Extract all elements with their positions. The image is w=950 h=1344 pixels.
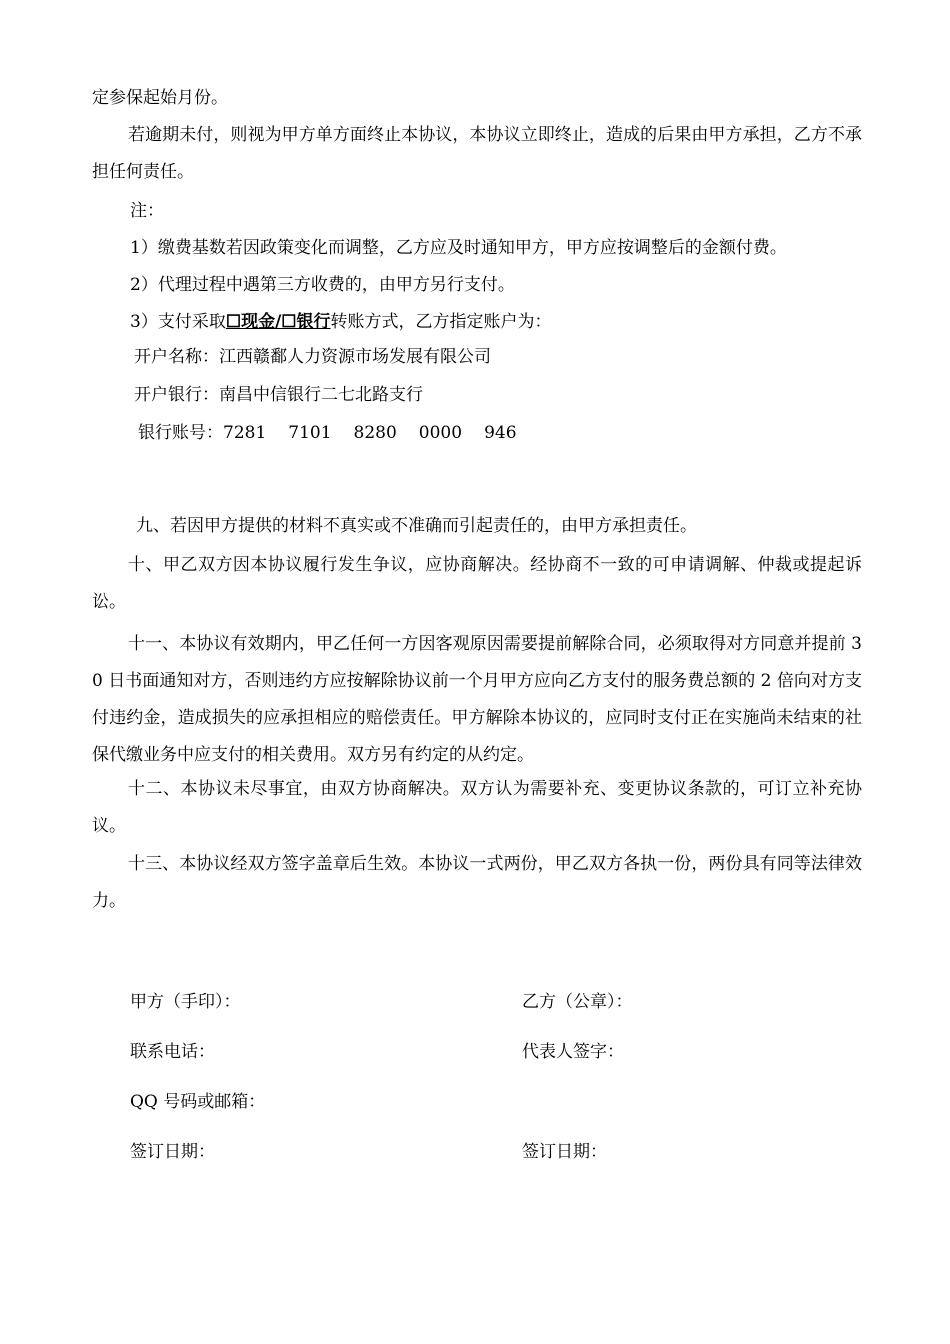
note-3-prefix: 3）支付采取 — [130, 312, 226, 332]
note-3 — [130, 310, 552, 334]
account-name-label: 开户名称： — [134, 347, 219, 367]
account-name-line — [134, 345, 491, 369]
note-2: 2）代理过程中遇第三方收费的，由甲方另行支付。 — [130, 275, 515, 295]
clause-9: 九、若因甲方提供的材料不真实或不准确而引起责任的，由甲方承担责任。 — [136, 516, 697, 536]
phone-label: 联系电话： — [130, 1042, 215, 1062]
account-number-part: 7101 — [288, 423, 332, 443]
bank-label: 开户银行： — [134, 385, 219, 405]
qq-email-label: QQ 号码或邮箱： — [130, 1092, 266, 1112]
bank-line — [134, 383, 423, 407]
representative-signature-label: 代表人签字： — [522, 1042, 624, 1062]
clause-13: 十三、本协议经双方签字盖章后生效。本协议一式两份，甲乙双方各执一份，两份具有同等法律效力。 — [92, 854, 862, 911]
account-number-part: 7281 — [223, 423, 267, 443]
sign-date-a-label: 签订日期： — [130, 1142, 215, 1162]
payment-method-options: ☐现金/☐银行 — [225, 312, 331, 332]
account-number-line — [138, 421, 517, 445]
party-a-label: 甲方（手印）： — [130, 992, 241, 1012]
paragraph-overdue: 若逾期未付，则视为甲方单方面终止本协议，本协议立即终止，造成的后果由甲方承担，乙方不承担任何责任。 — [92, 125, 862, 182]
account-number-label: 银行账号： — [138, 423, 223, 443]
sign-date-b-label: 签订日期： — [522, 1142, 607, 1162]
bank-value: 南昌中信银行二七北路支行 — [219, 385, 423, 405]
note-label: 注： — [130, 201, 164, 221]
clause-12: 十二、本协议未尽事宜，由双方协商解决。双方认为需要补充、变更协议条款的，可订立补充协议。 — [92, 779, 862, 836]
account-number-part: 8280 — [353, 423, 397, 443]
clause-10: 十、甲乙双方因本协议履行发生争议，应协商解决。经协商不一致的可申请调解、仲裁或提起诉讼。 — [92, 555, 862, 612]
paragraph-start-month: 定参保起始月份。 — [92, 88, 228, 108]
note-1: 1）缴费基数若因政策变化而调整，乙方应及时通知甲方，甲方应按调整后的金额付费。 — [130, 238, 787, 258]
party-b-label: 乙方（公章）： — [522, 992, 633, 1012]
account-number-part: 946 — [484, 423, 517, 443]
account-name-value: 江西赣鄱人力资源市场发展有限公司 — [219, 347, 491, 367]
account-number-part: 0000 — [418, 423, 463, 443]
note-3-suffix: 转账方式，乙方指定账户为： — [330, 312, 552, 332]
clause-11: 十一、本协议有效期内，甲乙任何一方因客观原因需要提前解除合同，必须取得对方同意并提前 30 日书面通知对方，否则违约方应按解除协议前一个月甲方应向乙方支付的服务费总额的 2 倍向对方支付违约金，造成损失的应承担相应的赔偿责任。甲方解除本协议的，应同时支付正在实施尚未结束的社保代缴业务中应支付的相关费用。双方另有约定的从约定。 — [92, 634, 862, 765]
